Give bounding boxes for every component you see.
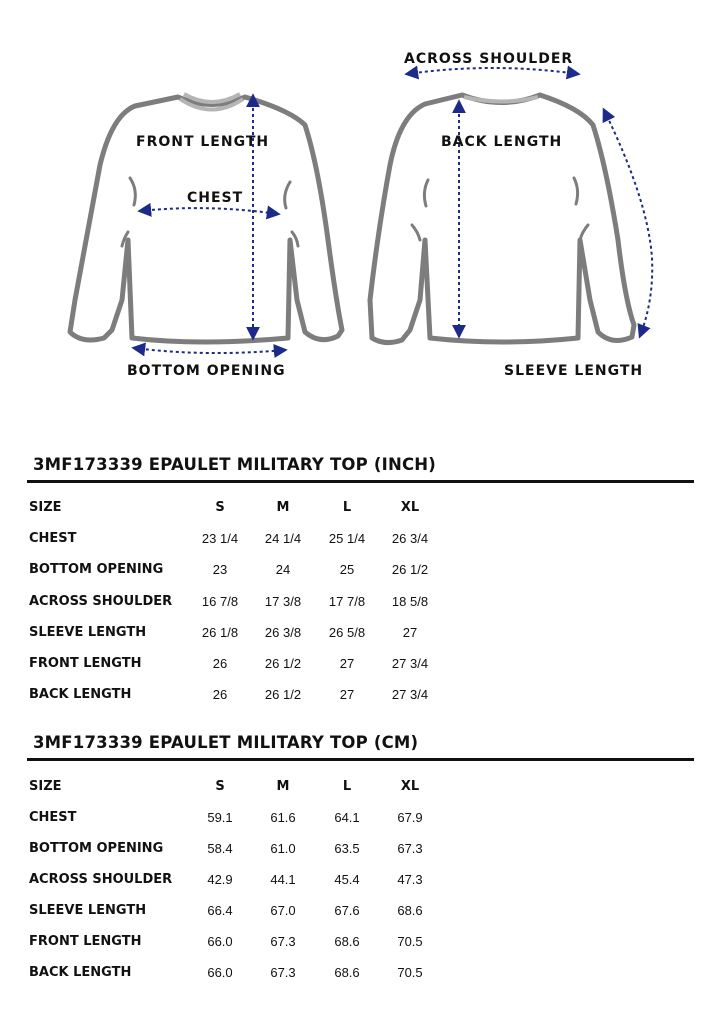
bottom-opening-arrow [134,348,285,353]
table-cell: 67.9 [397,810,423,825]
table-cell: 66.0 [207,965,233,980]
size-l-header: L [342,779,352,794]
table-cell: 63.5 [334,841,360,856]
across-shoulder-label: ACROSS SHOULDER [404,51,574,67]
table-cell: 25 1/4 [328,531,366,546]
table-cell: 26 [212,687,228,702]
table-cell: 66.0 [207,934,233,949]
table-cell: 17 7/8 [328,594,366,609]
table-cell: 27 [402,625,418,640]
size-column-header: SIZE [29,500,62,515]
table-row [0,808,722,828]
table-cell: 26 [212,656,228,671]
cm-table-title: 3MF173339 EPAULET MILITARY TOP (CM) [33,733,419,752]
row-label: BACK LENGTH [29,687,132,702]
table-cell: 24 1/4 [264,531,302,546]
table-cell: 26 1/8 [201,625,239,640]
size-m-header: M [276,500,290,515]
size-s-header: S [215,500,225,515]
table-row [0,901,722,921]
row-label: BACK LENGTH [29,965,132,980]
table-header-row [0,777,722,797]
row-label: CHEST [29,531,77,546]
table-cell: 67.6 [334,903,360,918]
inch-table-divider [27,480,694,483]
table-row [0,623,722,643]
table-cell: 67.3 [270,965,296,980]
table-cell: 67.0 [270,903,296,918]
table-cell: 18 5/8 [391,594,429,609]
table-cell: 25 [339,562,355,577]
table-cell: 68.6 [334,934,360,949]
table-cell: 17 3/8 [264,594,302,609]
size-xl-header: XL [400,779,420,794]
table-cell: 27 3/4 [391,687,429,702]
table-cell: 26 3/4 [391,531,429,546]
table-cell: 26 1/2 [264,656,302,671]
table-cell: 26 1/2 [391,562,429,577]
table-cell: 23 1/4 [201,531,239,546]
front-length-label: FRONT LENGTH [136,134,270,150]
table-header-row [0,498,722,518]
row-label: SLEEVE LENGTH [29,625,147,640]
table-row [0,592,722,612]
table-row [0,963,722,983]
table-cell: 26 5/8 [328,625,366,640]
table-cell: 61.0 [270,841,296,856]
inch-table-title: 3MF173339 EPAULET MILITARY TOP (INCH) [33,455,437,474]
table-cell: 67.3 [270,934,296,949]
row-label: BOTTOM OPENING [29,562,164,577]
table-row [0,560,722,580]
table-cell: 26 3/8 [264,625,302,640]
table-cell: 45.4 [334,872,360,887]
size-m-header: M [276,779,290,794]
front-view-garment [70,94,342,342]
cm-table-divider [27,758,694,761]
table-cell: 16 7/8 [201,594,239,609]
row-label: CHEST [29,810,77,825]
bottom-opening-label: BOTTOM OPENING [127,363,286,379]
table-row [0,529,722,549]
table-cell: 68.6 [397,903,423,918]
size-column-header: SIZE [29,779,62,794]
table-cell: 70.5 [397,934,423,949]
row-label: SLEEVE LENGTH [29,903,147,918]
table-cell: 66.4 [207,903,233,918]
garment-illustration [0,0,722,400]
table-row [0,654,722,674]
back-length-label: BACK LENGTH [441,134,563,150]
table-cell: 27 [339,687,355,702]
across-shoulder-arrow [407,68,578,74]
table-row [0,932,722,952]
table-cell: 59.1 [207,810,233,825]
table-row [0,839,722,859]
row-label: BOTTOM OPENING [29,841,164,856]
table-cell: 47.3 [397,872,423,887]
sleeve-length-label: SLEEVE LENGTH [504,363,644,379]
chest-label: CHEST [187,190,244,206]
size-s-header: S [215,779,225,794]
size-xl-header: XL [400,500,420,515]
table-cell: 67.3 [397,841,423,856]
table-cell: 70.5 [397,965,423,980]
table-cell: 61.6 [270,810,296,825]
row-label: FRONT LENGTH [29,656,142,671]
table-cell: 42.9 [207,872,233,887]
table-cell: 23 [212,562,228,577]
table-row [0,685,722,705]
table-cell: 27 [339,656,355,671]
table-cell: 44.1 [270,872,296,887]
table-cell: 24 [275,562,291,577]
size-l-header: L [342,500,352,515]
back-view-garment [370,95,634,343]
measurement-diagram [0,0,722,400]
table-cell: 68.6 [334,965,360,980]
table-cell: 27 3/4 [391,656,429,671]
table-cell: 64.1 [334,810,360,825]
row-label: FRONT LENGTH [29,934,142,949]
table-cell: 58.4 [207,841,233,856]
row-label: ACROSS SHOULDER [29,872,173,887]
table-row [0,870,722,890]
row-label: ACROSS SHOULDER [29,594,173,609]
table-cell: 26 1/2 [264,687,302,702]
